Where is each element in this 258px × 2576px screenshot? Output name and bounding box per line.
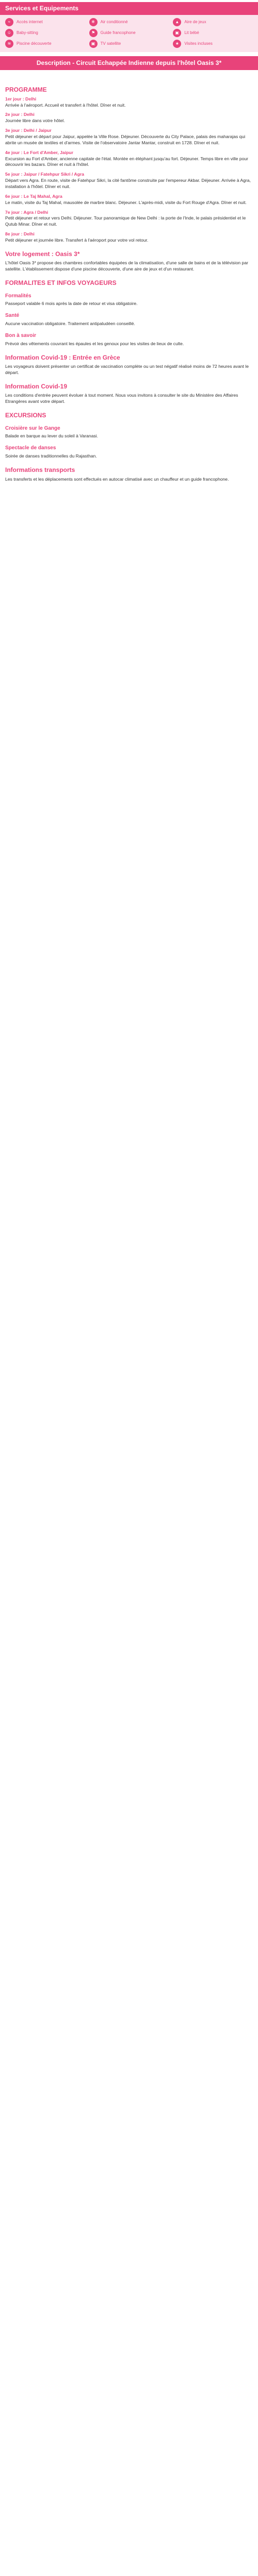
- health-text: Aucune vaccination obligatoire. Traitement antipaludéen conseillé.: [5, 321, 135, 327]
- day-title: 4e jour : Le Fort d'Amber, Jaipur: [5, 149, 73, 155]
- excursion-text: Soirée de danses traditionnelles du Rajasthan.: [5, 453, 97, 459]
- formalities-title: FORMALITES ET INFOS VOYAGEURS: [5, 279, 117, 287]
- baby-icon: ☺: [5, 29, 13, 37]
- pool-icon: ≋: [5, 40, 13, 48]
- day-text: Petit déjeuner et journée libre. Transfert à l'aéroport pour votre vol retour.: [5, 237, 149, 243]
- formalities-text: Passeport valable 6 mois après la date de retour et visa obligatoire.: [5, 301, 138, 307]
- day-3: [5, 128, 253, 146]
- transport-text: Les transferts et les déplacements sont effectués en autocar climatisé avec un chauffeur et un guide francophone.: [5, 476, 229, 482]
- service-label: Visites incluses: [184, 41, 213, 46]
- content: [0, 75, 258, 494]
- service-label: Baby-sitting: [17, 30, 38, 36]
- day-8: [5, 231, 253, 244]
- covid-info-title: Information Covid-19: [5, 382, 68, 390]
- formalities-subtitle: Formalités: [5, 293, 31, 299]
- day-5: [5, 172, 253, 190]
- services-list: [0, 15, 258, 52]
- service-item: [5, 40, 85, 48]
- day-7: [5, 210, 253, 228]
- day-6: [5, 194, 253, 206]
- service-label: Aire de jeux: [184, 20, 206, 25]
- covid-entry-title: Information Covid-19 : Entrée en Grèce: [5, 353, 120, 361]
- tv-icon: ▣: [89, 40, 98, 48]
- day-1: [5, 96, 253, 109]
- transport-title: Informations transports: [5, 466, 75, 473]
- covid-info-text: Les conditions d'entrée peuvent évoluer à tout moment. Nous vous invitons à consulter le site du Ministère des Affaires Etrangères avant votre départ.: [5, 393, 238, 404]
- crib-icon: ▣: [173, 29, 181, 37]
- page: [0, 0, 258, 494]
- excursion-text: Balade en barque au lever du soleil à Varanasi.: [5, 433, 98, 439]
- service-item: [89, 40, 169, 48]
- programme-title: PROGRAMME: [5, 86, 47, 94]
- tour-icon: ★: [173, 40, 181, 48]
- snow-icon: ❄: [89, 18, 98, 26]
- day-title: 1er jour : Delhi: [5, 96, 37, 101]
- guide-icon: ⚑: [89, 29, 98, 37]
- day-title: 8e jour : Delhi: [5, 231, 35, 237]
- day-text: Le matin, visite du Taj Mahal, mausolée de marbre blanc. Déjeuner. L'après-midi, visite du Fort Rouge d'Agra. Dîner et nuit.: [5, 199, 247, 205]
- service-label: Air conditionné: [100, 20, 128, 25]
- covid-entry-text: Les voyageurs doivent présenter un certificat de vaccination complète ou un test négatif réalisé moins de 72 heures avant le départ.: [5, 364, 249, 376]
- day-title: 5e jour : Jaipur / Fatehpur Sikri / Agra: [5, 172, 84, 177]
- excursion-title: Croisière sur le Gange: [5, 425, 60, 431]
- service-label: Accès internet: [17, 20, 43, 25]
- day-4: [5, 150, 253, 168]
- good-to-know-text: Prévoir des vêtements couvrant les épaules et les genoux pour les visites de lieux de culte.: [5, 341, 184, 346]
- play-icon: ▲: [173, 18, 181, 26]
- wifi-icon: ≈: [5, 18, 13, 26]
- services-title: Services et Equipements: [0, 2, 258, 15]
- day-text: Départ vers Agra. En route, visite de Fatehpur Sikri, la cité fantôme construite par l'empereur Akbar. Déjeuner. Arrivée à Agra, installation à l'hôtel. Dîner et nuit.: [5, 178, 251, 189]
- day-title: 3e jour : Delhi / Jaipur: [5, 128, 52, 133]
- day-text: Excursion au Fort d'Amber, ancienne capitale de l'état. Montée en éléphant jusqu'au fort. Déjeuner. Temps libre en ville pour découvrir les bazars. Dîner et nuit à l'hôtel.: [5, 156, 249, 167]
- service-label: Guide francophone: [100, 30, 136, 36]
- good-to-know-subtitle: Bon à savoir: [5, 332, 37, 338]
- service-item: [173, 40, 253, 48]
- accommodation-title: Votre logement : Oasis 3*: [5, 250, 80, 258]
- service-item: [5, 18, 85, 26]
- service-label: Lit bébé: [184, 30, 199, 36]
- service-item: [89, 29, 169, 37]
- service-item: [89, 18, 169, 26]
- health-subtitle: Santé: [5, 313, 20, 319]
- day-text: Petit déjeuner et départ pour Jaipur, appelée la Ville Rose. Déjeuner. Découverte du City Palace, palais des maharajas qui abrite un musée de textiles et d'armes. Visite de l'observatoire Jantar Mantar, construit en 1728. Dîner et nuit.: [5, 133, 246, 145]
- day-text: Journée libre dans votre hôtel.: [5, 118, 65, 124]
- day-title: 6e jour : Le Taj Mahal, Agra: [5, 193, 62, 199]
- day-text: Petit déjeuner et retour vers Delhi. Déjeuner. Tour panoramique de New Delhi : la porte de l'Inde, le palais présidentiel et le Qutub Minar. Dîner et nuit.: [5, 215, 246, 227]
- excursions-title: EXCURSIONS: [5, 412, 46, 419]
- service-item: [173, 18, 253, 26]
- service-item: [173, 29, 253, 37]
- accommodation-text: L'hôtel Oasis 3* propose des chambres confortables équipées de la climatisation, d'une salle de bains et de la télévision par satellite. L'établissement dispose d'une piscine découverte, d'une aire de jeux et d'un restaurant.: [5, 260, 248, 272]
- day-title: 7e jour : Agra / Delhi: [5, 209, 49, 215]
- service-item: [5, 29, 85, 37]
- service-label: TV satellite: [100, 41, 121, 46]
- excursion-title: Spectacle de danses: [5, 445, 56, 451]
- day-title: 2e jour : Delhi: [5, 112, 35, 117]
- description-title: Description - Circuit Echappée Indienne depuis l'hôtel Oasis 3*: [0, 56, 258, 71]
- day-2: [5, 112, 253, 124]
- day-text: Arrivée à l'aéroport. Accueil et transfert à l'hôtel. Dîner et nuit.: [5, 102, 126, 108]
- service-label: Piscine découverte: [17, 41, 52, 46]
